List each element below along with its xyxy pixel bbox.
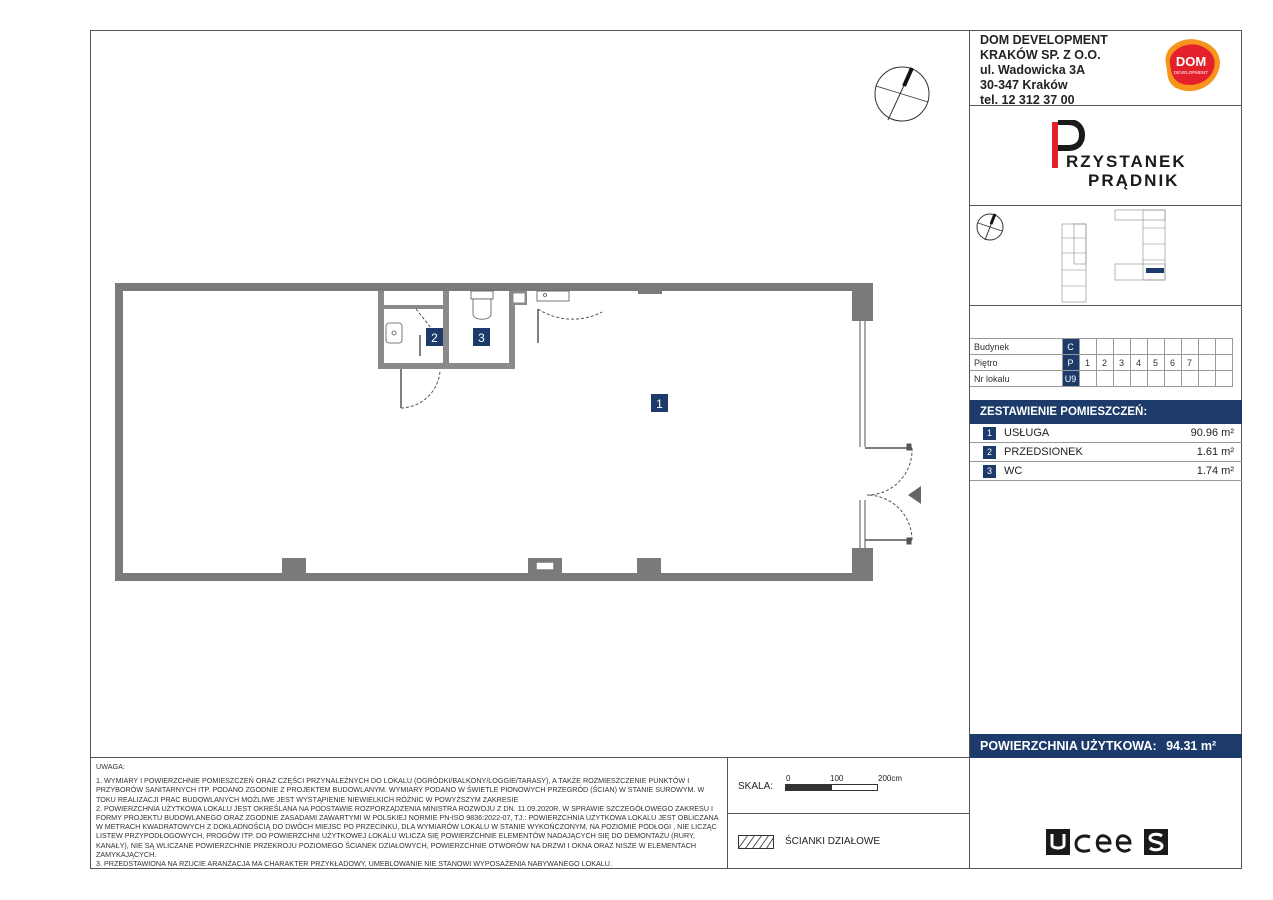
room-name: PRZEDSIONEK [1004,446,1083,458]
north-arrow-icon [875,67,929,121]
scale-label: SKALA: [738,781,774,792]
total-area [970,734,1242,758]
room-number: 3 [983,465,996,478]
rooms-title: ZESTAWIENIE POMIESZCZEŃ: [970,400,1242,424]
floor-2: 2 [1096,355,1113,371]
room-badge-3-label: 3 [478,331,485,345]
przystanek-pradnik-logo [1048,120,1188,190]
room-number: 2 [983,446,996,459]
ucees-logo [1046,828,1170,856]
scale-bar [785,784,880,792]
room-name: USŁUGA [1004,427,1050,439]
floor-4: 4 [1130,355,1147,371]
total-label: POWIERZCHNIA UŻYTKOWA: [980,739,1157,753]
room-area: 1.74 m² [1196,465,1234,477]
company-name-1: DOM DEVELOPMENT [980,33,1108,47]
room-badge-1-label: 1 [656,397,663,411]
scale-tick-100: 100 [830,774,844,783]
company-name-2: KRAKÓW SP. Z O.O. [980,48,1101,62]
floor-6: 6 [1164,355,1181,371]
outer-walls [115,283,873,581]
total-value: 94.31 m² [1166,739,1217,753]
value-nr-lokalu: U9 [1062,371,1079,387]
note-2: 2. POWIERZCHNIA UŻYTKOWA LOKALU JEST OKREŚLANA NA PODSTAWIE ROZPORZĄDZENIA MINISTRA ROZWOJU Z DN. 11.09.2020R. W SPRAWIE SZCZEGÓŁOWEGO ZAKRESU I FORMY PROJEKTU BUDOWLANEGO ORAZ ZGODNIE ZASADAMI ZAWARTYMI W POLSKIEJ NORMIE PN-ISO 9836:2022-07, TJ.: POWIERZCHNIA UŻYTKOWA LOKALU JEST OBLICZANA W METRACH KWADRATOWYCH Z DOKŁADNOŚCIĄ DO DWÓCH MIEJSC PO PRZECINKU, DLA WYMIARÓW LOKALU W STANIE WYKOŃCZONYM, NA POZIOMIE PODŁOGI , NIE LICZĄC LISTEW PRZYPODŁOGOWYCH, PROGÓW ITP. DO POWIERZCHNI UŻYTKOWEJ LOKALU WLICZA SIĘ POWIERZCHNIE ELEMENTÓW NADAJĄCYCH SIĘ DO DEMONTAŻU (RURY, KANAŁY), NIE SĄ WLICZANE POWIERZCHNIE PRZEKROJU POZIOMEGO ŚCIANEK DZIAŁOWYCH, POWIERZCHNIE OTWORÓW NA DRZWI I OKNA ORAZ NISZE W ELEMENTACH ZAMYKAJĄCYCH. [96,803,719,859]
toilet-bowl-icon [473,299,491,319]
notes [96,762,722,868]
dom-logo-text: DOM [1175,54,1207,69]
entrance-arrow-icon [908,486,921,504]
value-pietro: P [1062,355,1079,371]
row-budynek [970,339,1232,355]
room-row [970,424,1242,443]
scale-divider [727,813,969,814]
room-row [970,462,1242,481]
room-badge-2-label: 2 [431,331,438,345]
note-3: 3. PRZEDSTAWIONA NA RZUCIE ARANŻACJA MA CHARAKTER PRZYKŁADOWY, UMEBLOWANIE NIE STANOWI WYPOSAŻENIA NABYWANEGO LOKALU. [96,859,612,869]
room-area: 1.61 m² [1196,446,1234,458]
floor-7: 7 [1181,355,1198,371]
room-number: 1 [983,427,996,440]
room-row [970,443,1242,462]
toilet-tank-icon [471,291,493,299]
label-budynek: Budynek [970,339,1062,355]
notes-heading: UWAGA: [96,762,125,771]
row-nr-lokalu [970,371,1232,387]
company-address: ul. Wadowicka 3A [980,63,1086,77]
logo-line-1: RZYSTANEK [1066,152,1187,171]
east-glazing [860,321,865,548]
room-badge-1 [651,394,668,412]
room-badge-2 [426,328,443,346]
key-plan [975,208,1237,304]
unit-info-table [970,338,1233,387]
floor-3: 3 [1113,355,1130,371]
room-area: 90.96 m² [1190,427,1234,439]
company-city: 30-347 Kraków [980,78,1068,92]
hatch-legend-icon [738,835,774,849]
room-badge-3 [473,328,490,346]
floor-plan [100,40,960,600]
room-name: WC [1004,465,1023,477]
floor-5: 5 [1147,355,1164,371]
label-pietro: Piętro [970,355,1062,371]
floor-1: 1 [1079,355,1096,371]
value-budynek: C [1062,339,1079,355]
internal-doors [401,309,602,408]
row-pietro [970,355,1232,371]
scale-tick-0: 0 [786,774,791,783]
logo-line-2: PRĄDNIK [1088,171,1180,190]
note-1: 1. WYMIARY I POWIERZCHNIE POMIESZCZEŃ ORAZ CZĘŚCI PRZYNALEŻNYCH DO LOKALU (OGRÓDKI/BALKONY/LOGGIE/TARASY), A TAKŻE ROZMIESZCZENIE PUNKTÓW I PRZYBORÓW SANITARNYCH ITP. PODANO ZGODNIE Z PROJEKTEM BUDOWLANYM. WYMIARY PODANO W ŚWIETLE PIONOWYCH PRZEGRÓD (ŚCIAN) W STANIE SUROWYM. W TOKU REALIZACJI PRAC BUDOWLANYCH MOŻLIWE JEST WYSTĄPIENIE NIEWIELKICH RÓŻNIC W POWYŻSZYM ZAKRESIE [96,776,705,804]
north-arrow-small-icon [977,214,1003,240]
company-info [980,33,1108,108]
dom-logo-subtext: DEVELOPMENT [1173,70,1209,75]
entrance-door [865,444,912,544]
label-nr-lokalu: Nr lokalu [970,371,1062,387]
keyplan-divider [969,305,1242,306]
legend-label: ŚCIANKI DZIAŁOWE [785,836,881,847]
dom-development-logo [1158,36,1224,94]
company-phone: tel. 12 312 37 00 [980,93,1075,107]
logo-divider [969,205,1242,206]
scale-tick-200: 200cm [878,774,903,783]
